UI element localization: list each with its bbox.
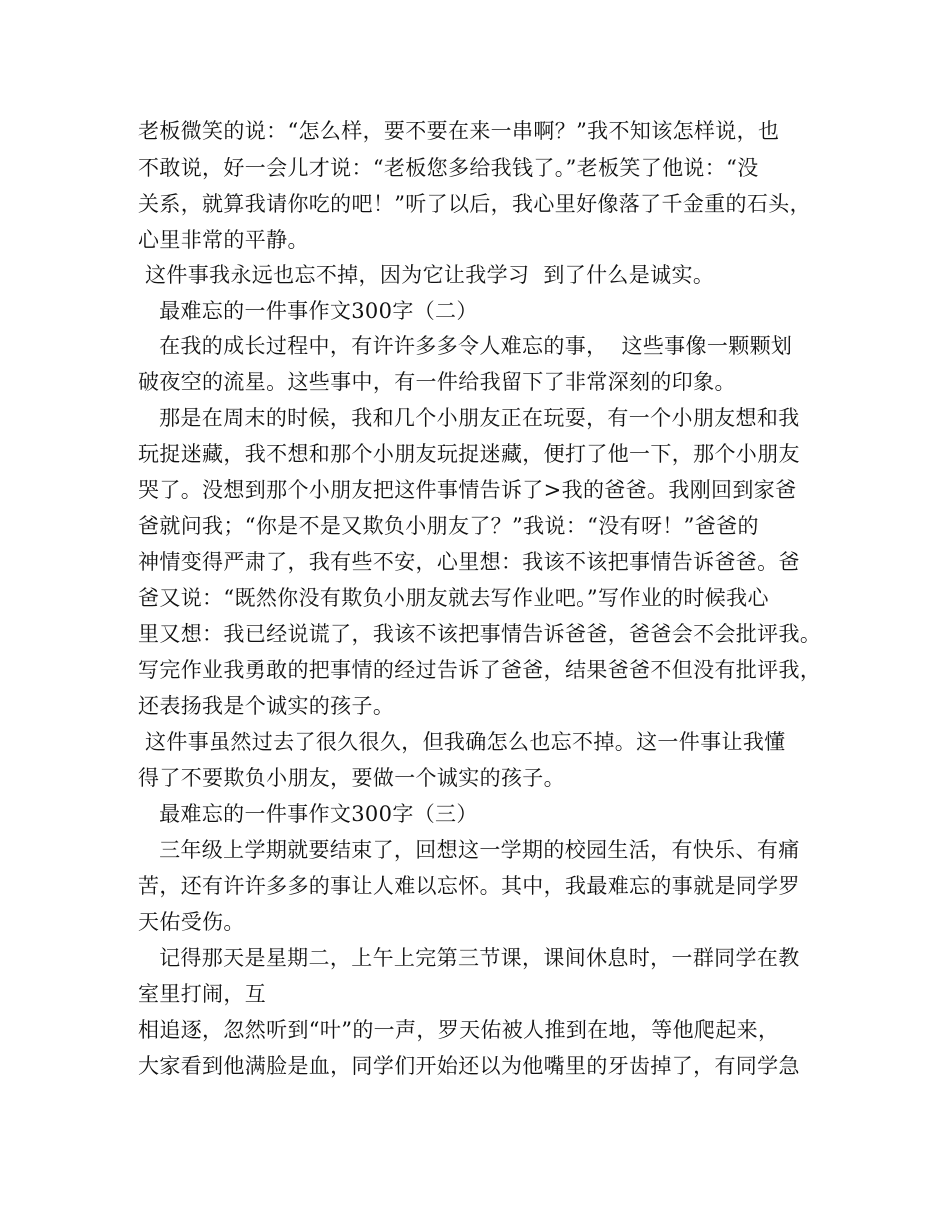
text-line: 破夜空的流星。这些事中，有一件给我留下了非常深刻的印象。 [138, 370, 736, 394]
text-line: 苦，还有许许多多的事让人难以忘怀。其中，我最难忘的事就是同学罗 [138, 874, 800, 898]
text-line: 还表扬我是个诚实的孩子。 [138, 694, 395, 718]
text-line: 爸又说：“既然你没有欺负小朋友就去写作业吧。”写作业的时候我心 [138, 586, 769, 610]
text-line: 写完作业我勇敢的把事情的经过告诉了爸爸，结果爸爸不但没有批评我， [138, 658, 822, 682]
text-line: 这件事虽然过去了很久很久，但我确怎么也忘不掉。这一件事让我懂 [138, 730, 786, 754]
text-line: 室里打闹，互 [138, 982, 267, 1006]
text-line: 老板微笑的说：“怎么样，要不要在来一串啊？”我不知该怎样说，也 [138, 119, 780, 143]
text-line: 关系，就算我请你吃的吧！”听了以后，我心里好像落了千金重的石头， [138, 192, 811, 216]
text-line: 这件事我永远也忘不掉，因为它让我学习 到了什么是诚实。 [138, 263, 715, 287]
text-line: 里又想：我已经说谎了，我该不该把事情告诉爸爸，爸爸会不会批评我。 [138, 622, 822, 646]
text-line: 天佑受伤。 [138, 910, 245, 934]
text-line: 得了不要欺负小朋友，要做一个诚实的孩子。 [138, 766, 565, 790]
text-line: 哭了。没想到那个小朋友把这件事情告诉了>我的爸爸。我刚回到家爸 [138, 478, 797, 502]
text-line: 心里非常的平静。 [138, 228, 309, 252]
text-line: 相追逐，忽然听到“叶”的一声，罗天佑被人推到在地，等他爬起来， [138, 1018, 780, 1042]
text-line: 大家看到他满脸是血，同学们开始还以为他嘴里的牙齿掉了，有同学急 [138, 1054, 800, 1078]
text-line: 神情变得严肃了，我有些不安，心里想：我该不该把事情告诉爸爸。爸 [138, 550, 800, 574]
section-heading: 最难忘的一件事作文300字（三） [138, 802, 478, 826]
text-line: 记得那天是星期二，上午上完第三节课，课间休息时，一群同学在教 [138, 946, 800, 970]
text-line: 爸就问我；“你是不是又欺负小朋友了？”我说：“没有呀！”爸爸的 [138, 514, 759, 538]
text-line: 不敢说，好一会儿才说：“老板您多给我钱了。”老板笑了他说：“没 [138, 156, 759, 180]
section-heading: 最难忘的一件事作文300字（二） [138, 299, 478, 323]
text-line: 那是在周末的时候，我和几个小朋友正在玩耍，有一个小朋友想和我 [138, 406, 800, 430]
text-line: 玩捉迷藏，我不想和那个小朋友玩捉迷藏，便打了他一下，那个小朋友 [138, 442, 800, 466]
text-line: 在我的成长过程中，有许许多多令人难忘的事， 这些事像一颗颗划 [138, 334, 793, 358]
text-line: 三年级上学期就要结束了，回想这一学期的校园生活，有快乐、有痛 [138, 838, 800, 862]
